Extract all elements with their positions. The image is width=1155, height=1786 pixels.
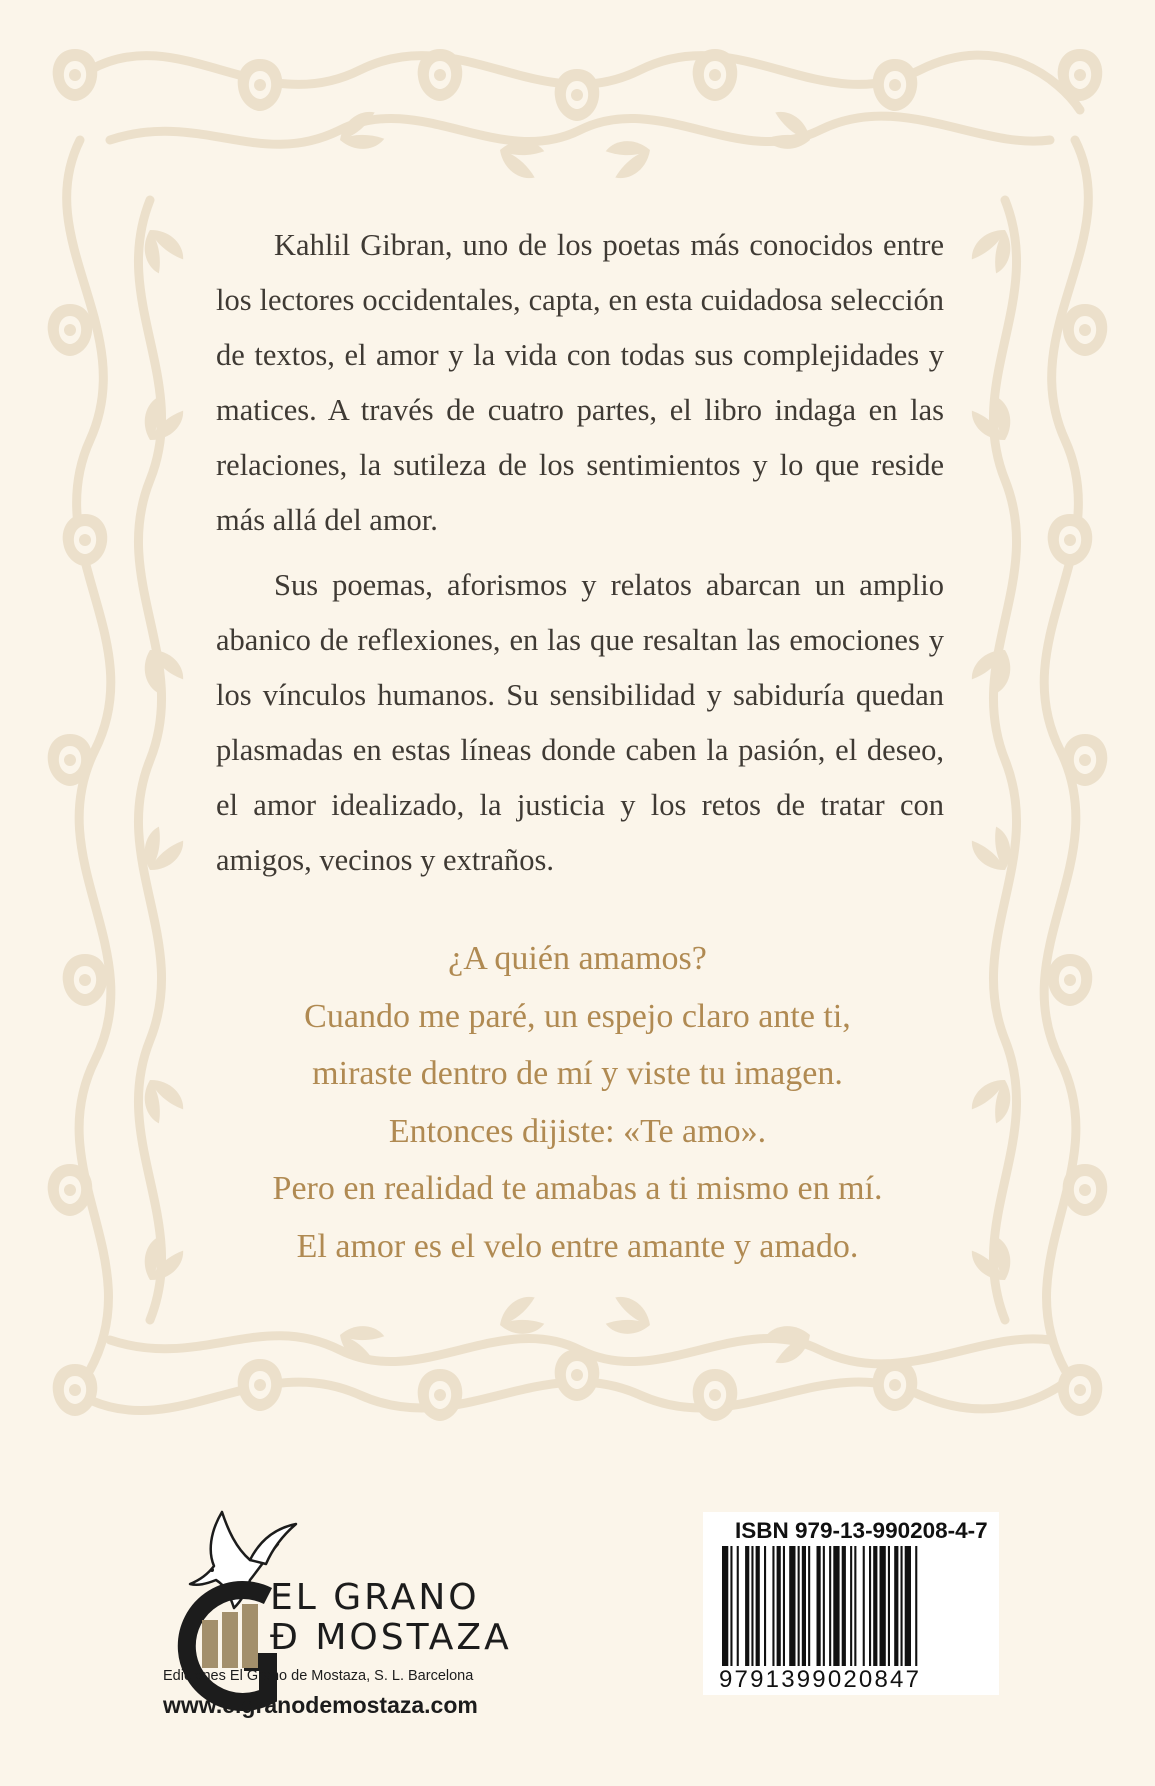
poem-line: ¿A quién amamos?: [448, 940, 707, 977]
poem-line: Cuando me paré, un espejo claro ante ti,: [304, 997, 851, 1035]
blurb-paragraph-2: Sus poemas, aforismos y relatos abarcan un amplio abanico de reflexiones, en las que resaltan las emociones y los vínculos humanos. Su sensibilidad y sabiduría quedan plasmadas en estas líneas donde caben la pasión, el deseo, el amor idealizado, la justicia y los retos de tratar con amigos, vecinos y extraños.: [216, 568, 944, 877]
publisher-website[interactable]: www.elgranodemostaza.com: [163, 1692, 478, 1718]
isbn-label: ISBN 979-13-990208-4-7: [735, 1518, 988, 1543]
blurb-paragraph-1: Kahlil Gibran, uno de los poetas más conocidos entre los lectores occidentales, capta, en esta cuidadosa selección de textos, el amor y la vida con todas sus complejidades y matices. A través de cuatro partes, el libro indaga en las relaciones, la sutileza de los sentimientos y lo que reside más allá del amor.: [216, 228, 944, 537]
publisher-editorial: Ediciones El Grano de Mostaza, S. L. Barcelona: [163, 1668, 474, 1684]
poem-line: El amor es el velo entre amante y amado.: [296, 1227, 859, 1265]
publisher-brand: [270, 1578, 512, 1658]
poem-line: Entonces dijiste: «Te amo».: [388, 1112, 767, 1150]
ean-digits: 9791399020847: [719, 1666, 922, 1693]
poem-excerpt: [150, 930, 1005, 1275]
poem-line: Pero en realidad te amabas a ti mismo en mí.: [272, 1170, 883, 1207]
barcode-panel: [703, 1512, 999, 1695]
poem-line: miraste dentro de mí y viste tu imagen.: [312, 1055, 843, 1092]
brand-line-1: EL GRANO: [270, 1577, 480, 1618]
back-cover-blurb: [216, 218, 944, 898]
brand-line-2: Đ MOSTAZA: [270, 1617, 512, 1658]
barcode-icon: [720, 1546, 990, 1666]
